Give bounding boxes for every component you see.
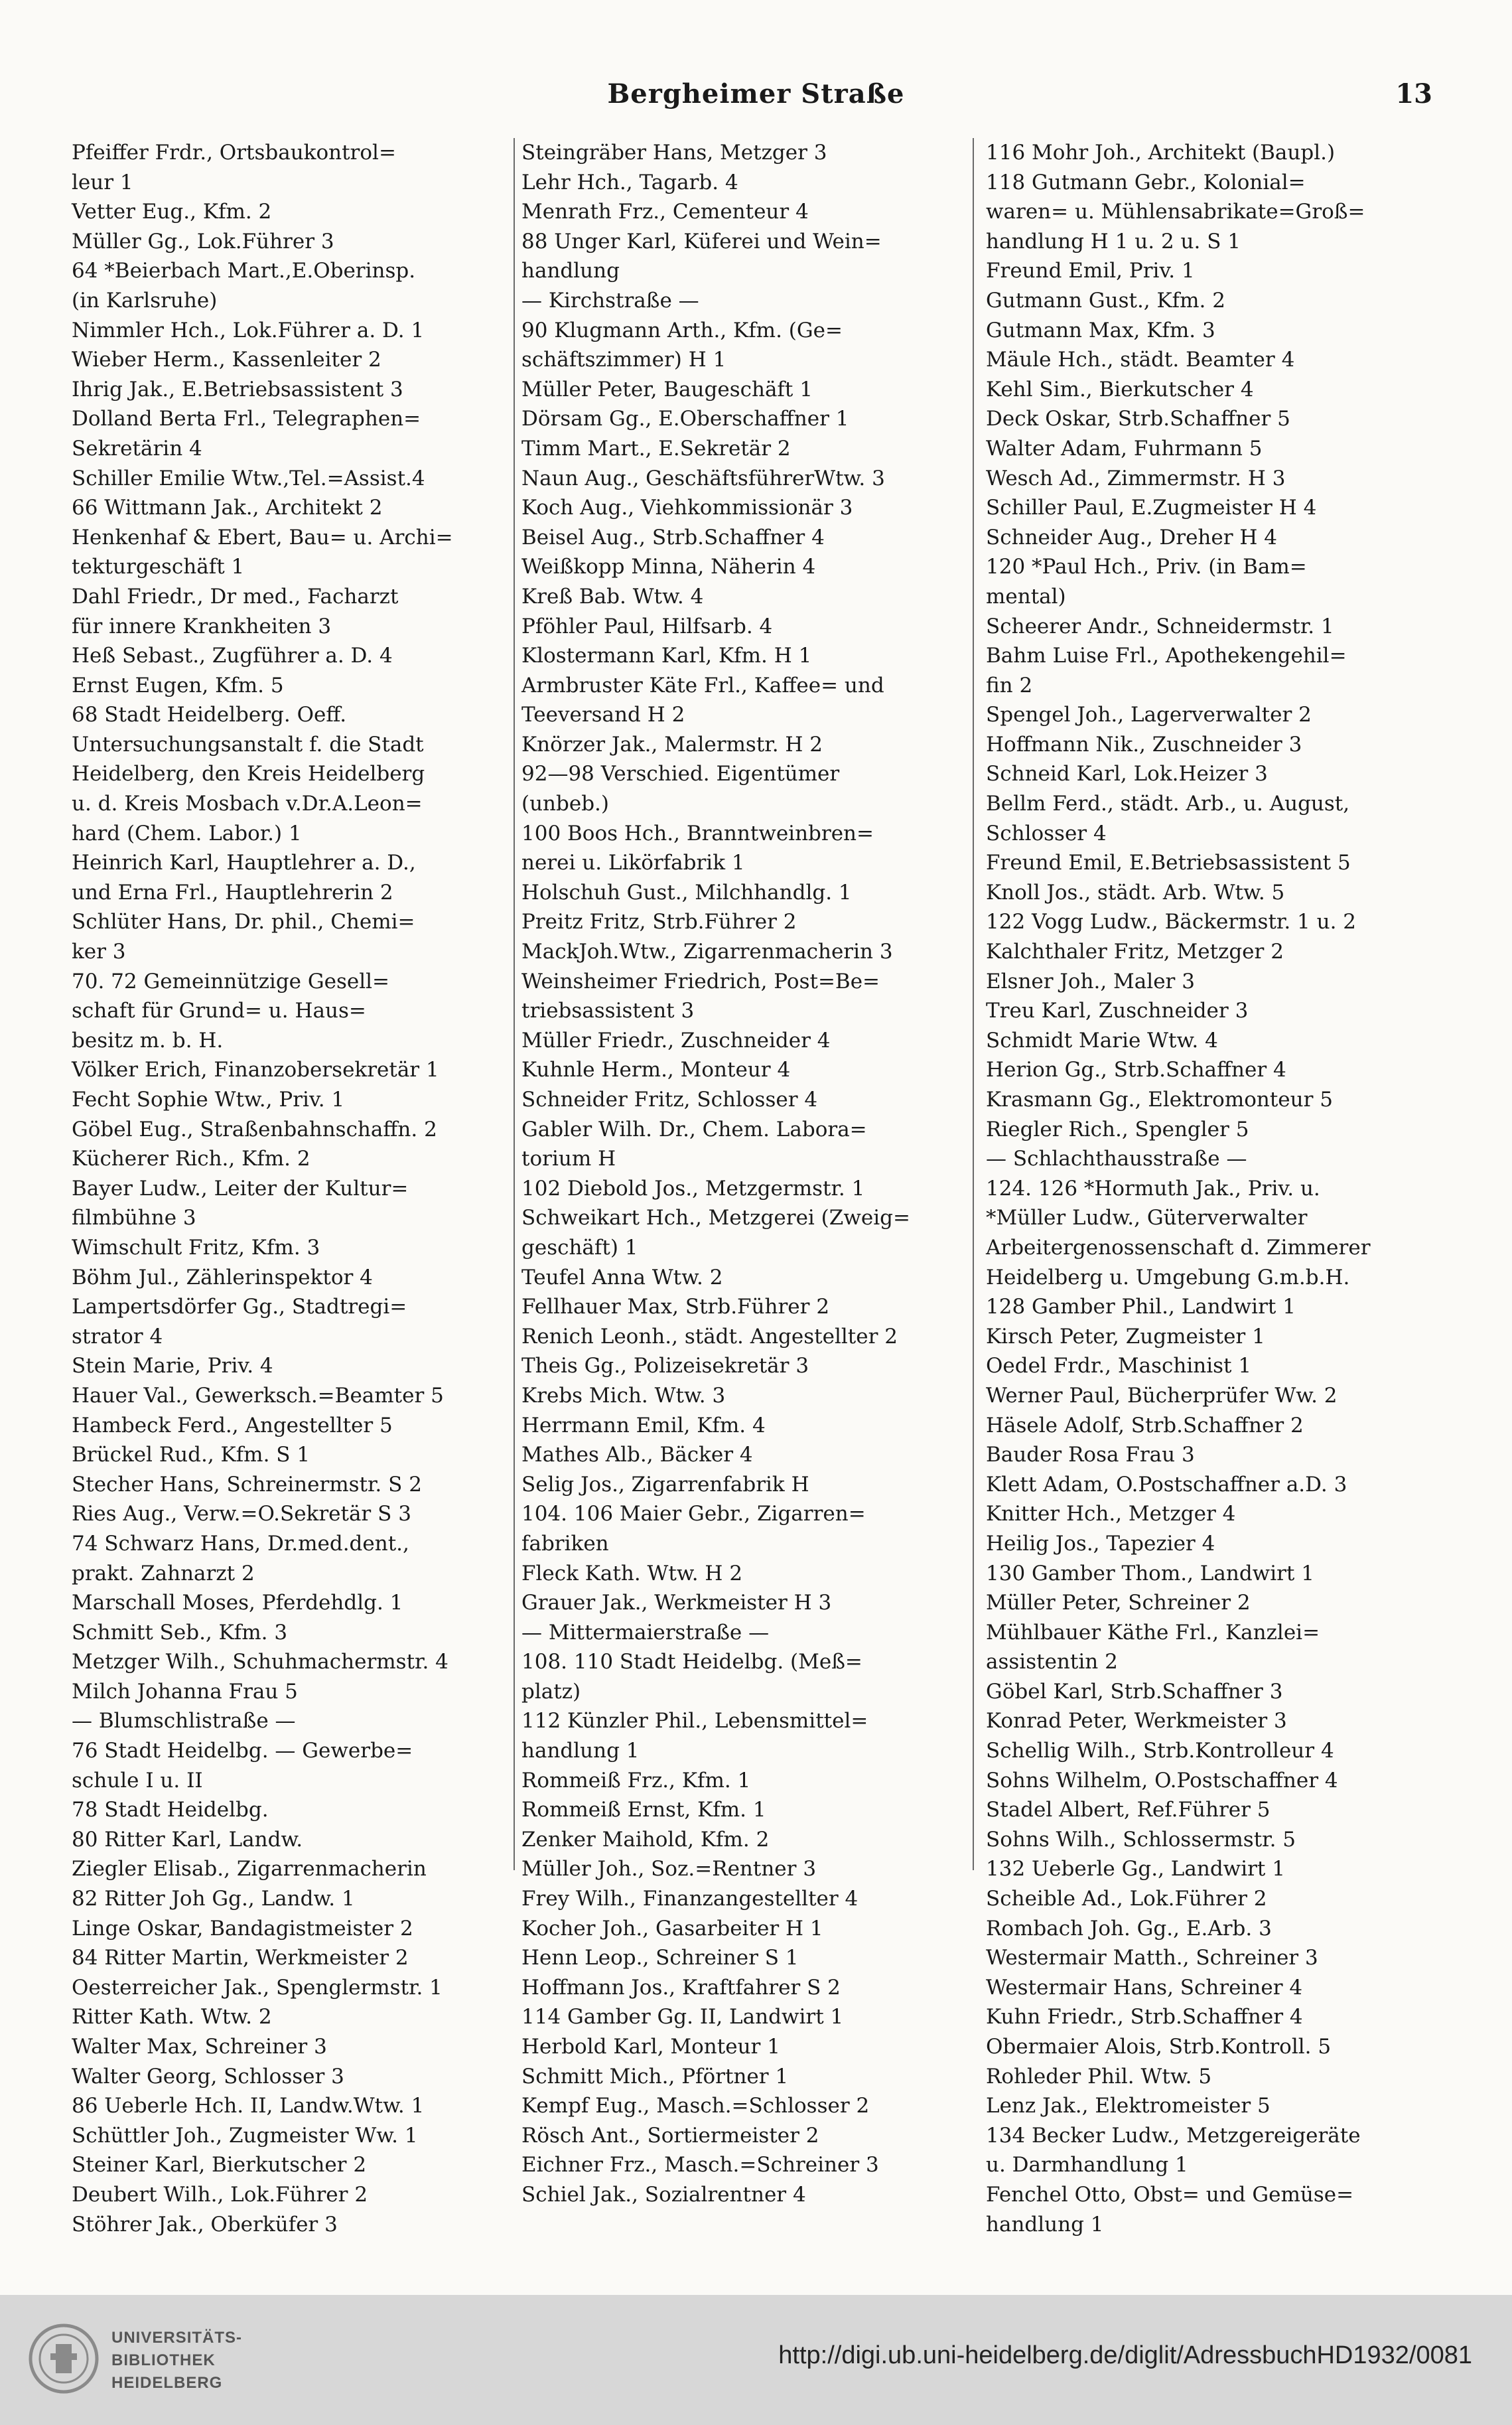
- directory-entry-line: Stöhrer Jak., Oberküfer 3: [72, 2212, 338, 2237]
- directory-entry-line: Schneider Aug., Dreher H 4: [986, 525, 1278, 550]
- directory-entry-line: Fecht Sophie Wtw., Priv. 1: [72, 1088, 345, 1112]
- page-number: 13: [1395, 78, 1432, 110]
- directory-entry-line: Wesch Ad., Zimmermstr. H 3: [986, 466, 1286, 490]
- directory-entry-line: platz): [521, 1679, 581, 1704]
- directory-entry-line: Weinsheimer Friedrich, Post=Be=: [521, 969, 880, 993]
- directory-entry-line: ker 3: [72, 940, 126, 964]
- directory-entry-line: 82 Ritter Joh Gg., Landw. 1: [72, 1887, 355, 1911]
- directory-entry-line: Hoffmann Jos., Kraftfahrer S 2: [521, 1975, 841, 2000]
- directory-entry-line: für innere Krankheiten 3: [72, 614, 332, 638]
- directory-entry-line: Linge Oskar, Bandagistmeister 2: [72, 1916, 413, 1941]
- directory-entry-line: Völker Erich, Finanzobersekretär 1: [72, 1058, 439, 1082]
- directory-entry-line: Brückel Rud., Kfm. S 1: [72, 1443, 310, 1467]
- directory-entry-line: Hauer Val., Gewerksch.=Beamter 5: [72, 1383, 444, 1408]
- directory-entry-line: Hoffmann Nik., Zuschneider 3: [986, 732, 1302, 757]
- directory-entry-line: Schmitt Mich., Pförtner 1: [521, 2064, 789, 2089]
- directory-entry-line: Oedel Frdr., Maschinist 1: [986, 1354, 1252, 1378]
- directory-column-3: [986, 138, 1432, 2237]
- directory-entry-line: (in Karlsruhe): [72, 288, 218, 313]
- directory-entry-line: Müller Joh., Soz.=Rentner 3: [521, 1857, 817, 1881]
- directory-entry-line: *Müller Ludw., Güterverwalter: [986, 1206, 1308, 1230]
- directory-entry-line: Herbold Karl, Monteur 1: [521, 2035, 780, 2059]
- directory-entry-line: Böhm Jul., Zählerinspektor 4: [72, 1265, 373, 1289]
- directory-entry-line: 130 Gamber Thom., Landwirt 1: [986, 1561, 1314, 1585]
- directory-entry-line: Teeversand H 2: [521, 703, 685, 727]
- column-divider: [514, 138, 515, 1870]
- directory-entry-line: Zenker Maihold, Kfm. 2: [521, 1827, 770, 1852]
- directory-entry-line: Westermair Matth., Schreiner 3: [986, 1946, 1318, 1970]
- directory-entry-line: handlung: [521, 259, 620, 283]
- directory-entry-line: 128 Gamber Phil., Landwirt 1: [986, 1295, 1296, 1319]
- directory-entry-line: Kocher Joh., Gasarbeiter H 1: [521, 1916, 823, 1941]
- directory-entry-line: Deubert Wilh., Lok.Führer 2: [72, 2182, 368, 2207]
- directory-entry-line: Ries Aug., Verw.=O.Sekretär S 3: [72, 1502, 411, 1526]
- directory-entry-line: Ernst Eugen, Kfm. 5: [72, 673, 284, 698]
- directory-entry-line: Steingräber Hans, Metzger 3: [521, 141, 827, 165]
- directory-column-2: [521, 138, 962, 2207]
- source-url-link[interactable]: http://digi.ub.uni-heidelberg.de/diglit/AdressbuchHD1932/0081: [778, 2341, 1472, 2369]
- directory-entry-line: Mühlbauer Käthe Frl., Kanzlei=: [986, 1620, 1320, 1645]
- directory-entry-line: triebsassistent 3: [521, 999, 695, 1023]
- directory-entry-line: Sohns Wilhelm, O.Postschaffner 4: [986, 1768, 1338, 1793]
- directory-entry-line: Kreß Bab. Wtw. 4: [521, 584, 704, 609]
- directory-entry-line: Westermair Hans, Schreiner 4: [986, 1975, 1303, 2000]
- directory-entry-line: Fenchel Otto, Obst= und Gemüse=: [986, 2182, 1354, 2207]
- directory-entry-line: hard (Chem. Labor.) 1: [72, 821, 302, 845]
- directory-entry-line: 134 Becker Ludw., Metzgereigeräte: [986, 2123, 1361, 2148]
- directory-entry-line: 92—98 Verschied. Eigentümer: [521, 762, 840, 786]
- directory-entry-line: Rommeiß Ernst, Kfm. 1: [521, 1798, 766, 1822]
- directory-entry-line: Göbel Eug., Straßenbahnschaffn. 2: [72, 1117, 437, 1141]
- directory-entry-line: 70. 72 Gemeinnützige Gesell=: [72, 969, 390, 993]
- directory-entry-line: Kempf Eug., Masch.=Schlosser 2: [521, 2094, 870, 2118]
- directory-entry-line: Mathes Alb., Bäcker 4: [521, 1443, 753, 1467]
- directory-entry-line: Riegler Rich., Spengler 5: [986, 1117, 1249, 1141]
- directory-entry-line: strator 4: [72, 1324, 163, 1349]
- directory-entry-line: Ziegler Elisab., Zigarrenmacherin: [72, 1857, 427, 1881]
- directory-entry-line: — Kirchstraße —: [521, 288, 699, 313]
- directory-entry-line: Schiel Jak., Sozialrentner 4: [521, 2182, 806, 2207]
- directory-entry-line: Bellm Ferd., städt. Arb., u. August,: [986, 792, 1350, 816]
- university-seal-icon: [27, 2321, 101, 2396]
- logo-line: UNIVERSITÄTS-: [111, 2329, 243, 2347]
- directory-entry-line: Vetter Eug., Kfm. 2: [72, 200, 272, 224]
- directory-entry-line: Walter Max, Schreiner 3: [72, 2035, 327, 2059]
- directory-entry-line: — Schlachthausstraße —: [986, 1147, 1247, 1171]
- directory-entry-line: Scheible Ad., Lok.Führer 2: [986, 1887, 1267, 1911]
- directory-entry-line: Müller Peter, Baugeschäft 1: [521, 377, 813, 402]
- directory-entry-line: Lehr Hch., Tagarb. 4: [521, 170, 738, 194]
- directory-entry-line: Heinrich Karl, Hauptlehrer a. D.,: [72, 851, 416, 875]
- directory-entry-line: 120 *Paul Hch., Priv. (in Bam=: [986, 555, 1307, 579]
- directory-entry-line: tekturgeschäft 1: [72, 555, 245, 579]
- directory-entry-line: Schlosser 4: [986, 821, 1107, 845]
- directory-entry-line: Mäule Hch., städt. Beamter 4: [986, 348, 1295, 372]
- directory-entry-line: handlung H 1 u. 2 u. S 1: [986, 229, 1241, 254]
- directory-entry-line: 90 Klugmann Arth., Kfm. (Ge=: [521, 318, 843, 342]
- column-divider: [973, 138, 974, 1870]
- directory-entry-line: Walter Georg, Schlosser 3: [72, 2064, 344, 2089]
- directory-entry-line: Sohns Wilh., Schlossermstr. 5: [986, 1827, 1296, 1852]
- directory-entry-line: geschäft) 1: [521, 1235, 638, 1260]
- directory-entry-line: Schmidt Marie Wtw. 4: [986, 1028, 1218, 1053]
- directory-entry-line: Steiner Karl, Bierkutscher 2: [72, 2153, 367, 2177]
- directory-entry-line: Rohleder Phil. Wtw. 5: [986, 2064, 1212, 2089]
- directory-entry-line: Beisel Aug., Strb.Schaffner 4: [521, 525, 825, 550]
- directory-entry-line: Kuhnle Herm., Monteur 4: [521, 1058, 791, 1082]
- directory-column-1: [72, 138, 510, 2237]
- directory-entry-line: Deck Oskar, Strb.Schaffner 5: [986, 407, 1290, 431]
- directory-entry-line: 66 Wittmann Jak., Architekt 2: [72, 496, 383, 520]
- directory-entry-line: Frey Wilh., Finanzangestellter 4: [521, 1887, 859, 1911]
- directory-entry-line: Arbeitergenossenschaft d. Zimmerer: [986, 1235, 1371, 1260]
- directory-entry-line: Pföhler Paul, Hilfsarb. 4: [521, 614, 773, 638]
- directory-entry-line: Heidelberg, den Kreis Heidelberg: [72, 762, 425, 786]
- directory-entry-line: Schmitt Seb., Kfm. 3: [72, 1620, 288, 1645]
- directory-entry-line: — Mittermaierstraße —: [521, 1620, 770, 1645]
- directory-entry-line: Teufel Anna Wtw. 2: [521, 1265, 723, 1289]
- directory-entry-line: Dahl Friedr., Dr med., Facharzt: [72, 584, 399, 609]
- directory-entry-line: Timm Mart., E.Sekretär 2: [521, 436, 791, 461]
- directory-entry-line: Naun Aug., GeschäftsführerWtw. 3: [521, 466, 885, 490]
- directory-entry-line: Henn Leop., Schreiner S 1: [521, 1946, 799, 1970]
- directory-entry-line: Ihrig Jak., E.Betriebsassistent 3: [72, 377, 403, 402]
- directory-entry-line: Dörsam Gg., E.Oberschaffner 1: [521, 407, 849, 431]
- directory-entry-line: u. Darmhandlung 1: [986, 2153, 1188, 2177]
- directory-entry-line: handlung 1: [986, 2212, 1104, 2237]
- directory-entry-line: Häsele Adolf, Strb.Schaffner 2: [986, 1413, 1304, 1437]
- directory-entry-line: Gutmann Max, Kfm. 3: [986, 318, 1215, 342]
- directory-entry-line: 104. 106 Maier Gebr., Zigarren=: [521, 1502, 866, 1526]
- directory-entry-line: Renich Leonh., städt. Angestellter 2: [521, 1324, 898, 1349]
- directory-entry-line: schule I u. II: [72, 1768, 203, 1793]
- directory-entry-line: u. d. Kreis Mosbach v.Dr.A.Leon=: [72, 792, 423, 816]
- directory-entry-line: Knoll Jos., städt. Arb. Wtw. 5: [986, 880, 1285, 905]
- directory-entry-line: Holschuh Gust., Milchhandlg. 1: [521, 880, 852, 905]
- directory-entry-line: Knörzer Jak., Malermstr. H 2: [521, 732, 823, 757]
- directory-entry-line: Müller Friedr., Zuschneider 4: [521, 1028, 831, 1053]
- directory-entry-line: waren= u. Mühlensabrikate=Groß=: [986, 200, 1365, 224]
- directory-entry-line: Grauer Jak., Werkmeister H 3: [521, 1591, 832, 1615]
- directory-entry-line: besitz m. b. H.: [72, 1028, 224, 1053]
- directory-entry-line: Selig Jos., Zigarrenfabrik H: [521, 1472, 809, 1497]
- directory-entry-line: Schneid Karl, Lok.Heizer 3: [986, 762, 1268, 786]
- directory-entry-line: 74 Schwarz Hans, Dr.med.dent.,: [72, 1531, 409, 1556]
- page-title: Bergheimer Straße: [607, 78, 905, 110]
- directory-entry-line: Stein Marie, Priv. 4: [72, 1354, 273, 1378]
- directory-entry-line: filmbühne 3: [72, 1206, 196, 1230]
- directory-entry-line: Lampertsdörfer Gg., Stadtregi=: [72, 1295, 407, 1319]
- directory-entry-line: Stecher Hans, Schreinermstr. S 2: [72, 1472, 422, 1497]
- directory-entry-line: Weißkopp Minna, Näherin 4: [521, 555, 816, 579]
- directory-entry-line: Milch Johanna Frau 5: [72, 1679, 298, 1704]
- directory-entry-line: Hambeck Ferd., Angestellter 5: [72, 1413, 393, 1437]
- directory-entry-line: Spengel Joh., Lagerverwalter 2: [986, 703, 1312, 727]
- directory-entry-line: Rommeiß Frz., Kfm. 1: [521, 1768, 751, 1793]
- directory-entry-line: 88 Unger Karl, Küferei und Wein=: [521, 229, 882, 254]
- directory-entry-line: Lenz Jak., Elektromeister 5: [986, 2094, 1271, 2118]
- directory-entry-line: Krasmann Gg., Elektromonteur 5: [986, 1088, 1334, 1112]
- directory-entry-line: Klostermann Karl, Kfm. H 1: [521, 644, 812, 668]
- directory-entry-line: Rösch Ant., Sortiermeister 2: [521, 2123, 819, 2148]
- directory-entry-line: Herion Gg., Strb.Schaffner 4: [986, 1058, 1286, 1082]
- page-header: [0, 78, 1512, 125]
- directory-entry-line: handlung 1: [521, 1739, 640, 1763]
- directory-entry-line: Bayer Ludw., Leiter der Kultur=: [72, 1176, 409, 1201]
- directory-entry-line: Rombach Joh. Gg., E.Arb. 3: [986, 1916, 1272, 1941]
- directory-entry-line: Kuhn Friedr., Strb.Schaffner 4: [986, 2005, 1303, 2029]
- directory-entry-line: Müller Peter, Schreiner 2: [986, 1591, 1251, 1615]
- directory-entry-line: Preitz Fritz, Strb.Führer 2: [521, 910, 797, 934]
- directory-entry-line: 124. 126 *Hormuth Jak., Priv. u.: [986, 1176, 1320, 1201]
- directory-entry-line: 118 Gutmann Gebr., Kolonial=: [986, 170, 1306, 194]
- directory-entry-line: fin 2: [986, 673, 1033, 698]
- directory-entry-line: Nimmler Hch., Lok.Führer a. D. 1: [72, 318, 425, 342]
- directory-entry-line: Walter Adam, Fuhrmann 5: [986, 436, 1263, 461]
- logo-line: BIBLIOTHEK: [111, 2351, 216, 2369]
- directory-entry-line: Heilig Jos., Tapezier 4: [986, 1531, 1215, 1556]
- directory-entry-line: 84 Ritter Martin, Werkmeister 2: [72, 1946, 409, 1970]
- directory-entry-line: Freund Emil, E.Betriebsassistent 5: [986, 851, 1351, 875]
- directory-entry-line: Ritter Kath. Wtw. 2: [72, 2005, 272, 2029]
- directory-entry-line: Obermaier Alois, Strb.Kontroll. 5: [986, 2035, 1332, 2059]
- directory-entry-line: 114 Gamber Gg. II, Landwirt 1: [521, 2005, 844, 2029]
- directory-entry-line: Werner Paul, Bücherprüfer Ww. 2: [986, 1383, 1338, 1408]
- directory-entry-line: Fellhauer Max, Strb.Führer 2: [521, 1295, 830, 1319]
- directory-entry-line: Schellig Wilh., Strb.Kontrolleur 4: [986, 1739, 1334, 1763]
- directory-entry-line: prakt. Zahnarzt 2: [72, 1561, 255, 1585]
- directory-entry-line: Gabler Wilh. Dr., Chem. Labora=: [521, 1117, 867, 1141]
- directory-entry-line: assistentin 2: [986, 1650, 1118, 1674]
- directory-entry-line: 108. 110 Stadt Heidelbg. (Meß=: [521, 1650, 862, 1674]
- directory-entry-line: Schiller Paul, E.Zugmeister H 4: [986, 496, 1317, 520]
- directory-entry-line: 78 Stadt Heidelbg.: [72, 1798, 269, 1822]
- directory-entry-line: Pfeiffer Frdr., Ortsbaukontrol=: [72, 141, 396, 165]
- directory-entry-line: Metzger Wilh., Schuhmachermstr. 4: [72, 1650, 448, 1674]
- directory-entry-line: Herrmann Emil, Kfm. 4: [521, 1413, 766, 1437]
- directory-entry-line: Knitter Hch., Metzger 4: [986, 1502, 1236, 1526]
- directory-entry-line: 80 Ritter Karl, Landw.: [72, 1827, 303, 1852]
- directory-entry-line: 132 Ueberle Gg., Landwirt 1: [986, 1857, 1285, 1881]
- directory-entry-line: schaft für Grund= u. Haus=: [72, 999, 366, 1023]
- directory-entry-line: fabriken: [521, 1531, 609, 1556]
- directory-entry-line: und Erna Frl., Hauptlehrerin 2: [72, 880, 393, 905]
- directory-entry-line: Koch Aug., Viehkommissionär 3: [521, 496, 853, 520]
- directory-entry-line: Gutmann Gust., Kfm. 2: [986, 288, 1225, 313]
- directory-entry-line: Dolland Berta Frl., Telegraphen=: [72, 407, 421, 431]
- directory-entry-line: Schiller Emilie Wtw.,Tel.=Assist.4: [72, 466, 425, 490]
- directory-entry-line: Bauder Rosa Frau 3: [986, 1443, 1195, 1467]
- directory-entry-line: Theis Gg., Polizeisekretär 3: [521, 1354, 809, 1378]
- directory-entry-line: 116 Mohr Joh., Architekt (Baupl.): [986, 141, 1336, 165]
- directory-entry-line: 68 Stadt Heidelberg. Oeff.: [72, 703, 347, 727]
- library-logo-text: [111, 2327, 242, 2394]
- directory-entry-line: Kücherer Rich., Kfm. 2: [72, 1147, 310, 1171]
- directory-entry-line: Heß Sebast., Zugführer a. D. 4: [72, 644, 393, 668]
- directory-entry-line: Menrath Frz., Cementeur 4: [521, 200, 809, 224]
- directory-entry-line: 76 Stadt Heidelbg. — Gewerbe=: [72, 1739, 413, 1763]
- directory-entry-line: Schlüter Hans, Dr. phil., Chemi=: [72, 910, 415, 934]
- directory-entry-line: Schweikart Hch., Metzgerei (Zweig=: [521, 1206, 910, 1230]
- directory-entry-line: MackJoh.Wtw., Zigarrenmacherin 3: [521, 940, 893, 964]
- directory-entry-line: 100 Boos Hch., Branntweinbren=: [521, 821, 874, 845]
- directory-entry-line: Scheerer Andr., Schneidermstr. 1: [986, 614, 1334, 638]
- directory-entry-line: Schneider Fritz, Schlosser 4: [521, 1088, 818, 1112]
- directory-entry-line: Kirsch Peter, Zugmeister 1: [986, 1324, 1265, 1349]
- directory-entry-line: leur 1: [72, 170, 133, 194]
- directory-entry-line: Untersuchungsanstalt f. die Stadt: [72, 732, 424, 757]
- directory-entry-line: nerei u. Likörfabrik 1: [521, 851, 745, 875]
- directory-entry-line: Bahm Luise Frl., Apothekengehil=: [986, 644, 1347, 668]
- directory-entry-line: Freund Emil, Priv. 1: [986, 259, 1195, 283]
- logo-line: HEIDELBERG: [111, 2374, 223, 2392]
- directory-entry-line: Konrad Peter, Werkmeister 3: [986, 1709, 1287, 1733]
- directory-entry-line: 86 Ueberle Hch. II, Landw.Wtw. 1: [72, 2094, 425, 2118]
- directory-entry-line: — Blumschlistraße —: [72, 1709, 296, 1733]
- directory-entry-line: Marschall Moses, Pferdehdlg. 1: [72, 1591, 403, 1615]
- directory-entry-line: Heidelberg u. Umgebung G.m.b.H.: [986, 1265, 1350, 1289]
- directory-entry-line: Eichner Frz., Masch.=Schreiner 3: [521, 2153, 879, 2177]
- directory-entry-line: Krebs Mich. Wtw. 3: [521, 1383, 726, 1408]
- directory-entry-line: (unbeb.): [521, 792, 610, 816]
- directory-entry-line: Oesterreicher Jak., Spenglermstr. 1: [72, 1975, 443, 2000]
- directory-entry-line: Kalchthaler Fritz, Metzger 2: [986, 940, 1284, 964]
- directory-entry-line: Elsner Joh., Maler 3: [986, 969, 1195, 993]
- directory-entry-line: torium H: [521, 1147, 616, 1171]
- directory-entry-line: Henkenhaf & Ebert, Bau= u. Archi=: [72, 525, 453, 550]
- directory-entry-line: Schüttler Joh., Zugmeister Ww. 1: [72, 2123, 418, 2148]
- directory-entry-line: Müller Gg., Lok.Führer 3: [72, 229, 334, 254]
- directory-entry-line: 64 *Beierbach Mart.,E.Oberinsp.: [72, 259, 416, 283]
- directory-entry-line: Sekretärin 4: [72, 436, 202, 461]
- directory-entry-line: Kehl Sim., Bierkutscher 4: [986, 377, 1254, 402]
- directory-entry-line: Göbel Karl, Strb.Schaffner 3: [986, 1679, 1283, 1704]
- directory-entry-line: 112 Künzler Phil., Lebensmittel=: [521, 1709, 868, 1733]
- directory-entry-line: Wieber Herm., Kassenleiter 2: [72, 348, 381, 372]
- directory-entry-line: Treu Karl, Zuschneider 3: [986, 999, 1249, 1023]
- directory-entry-line: Fleck Kath. Wtw. H 2: [521, 1561, 743, 1585]
- directory-entry-line: 102 Diebold Jos., Metzgermstr. 1: [521, 1176, 865, 1201]
- directory-entry-line: schäftszimmer) H 1: [521, 348, 726, 372]
- directory-entry-line: 122 Vogg Ludw., Bäckermstr. 1 u. 2: [986, 910, 1357, 934]
- directory-entry-line: Wimschult Fritz, Kfm. 3: [72, 1235, 320, 1260]
- footer-bar: [0, 2295, 1512, 2425]
- directory-entry-line: mental): [986, 584, 1066, 609]
- directory-entry-line: Stadel Albert, Ref.Führer 5: [986, 1798, 1271, 1822]
- directory-entry-line: Klett Adam, O.Postschaffner a.D. 3: [986, 1472, 1347, 1497]
- directory-entry-line: Armbruster Käte Frl., Kaffee= und: [521, 673, 884, 698]
